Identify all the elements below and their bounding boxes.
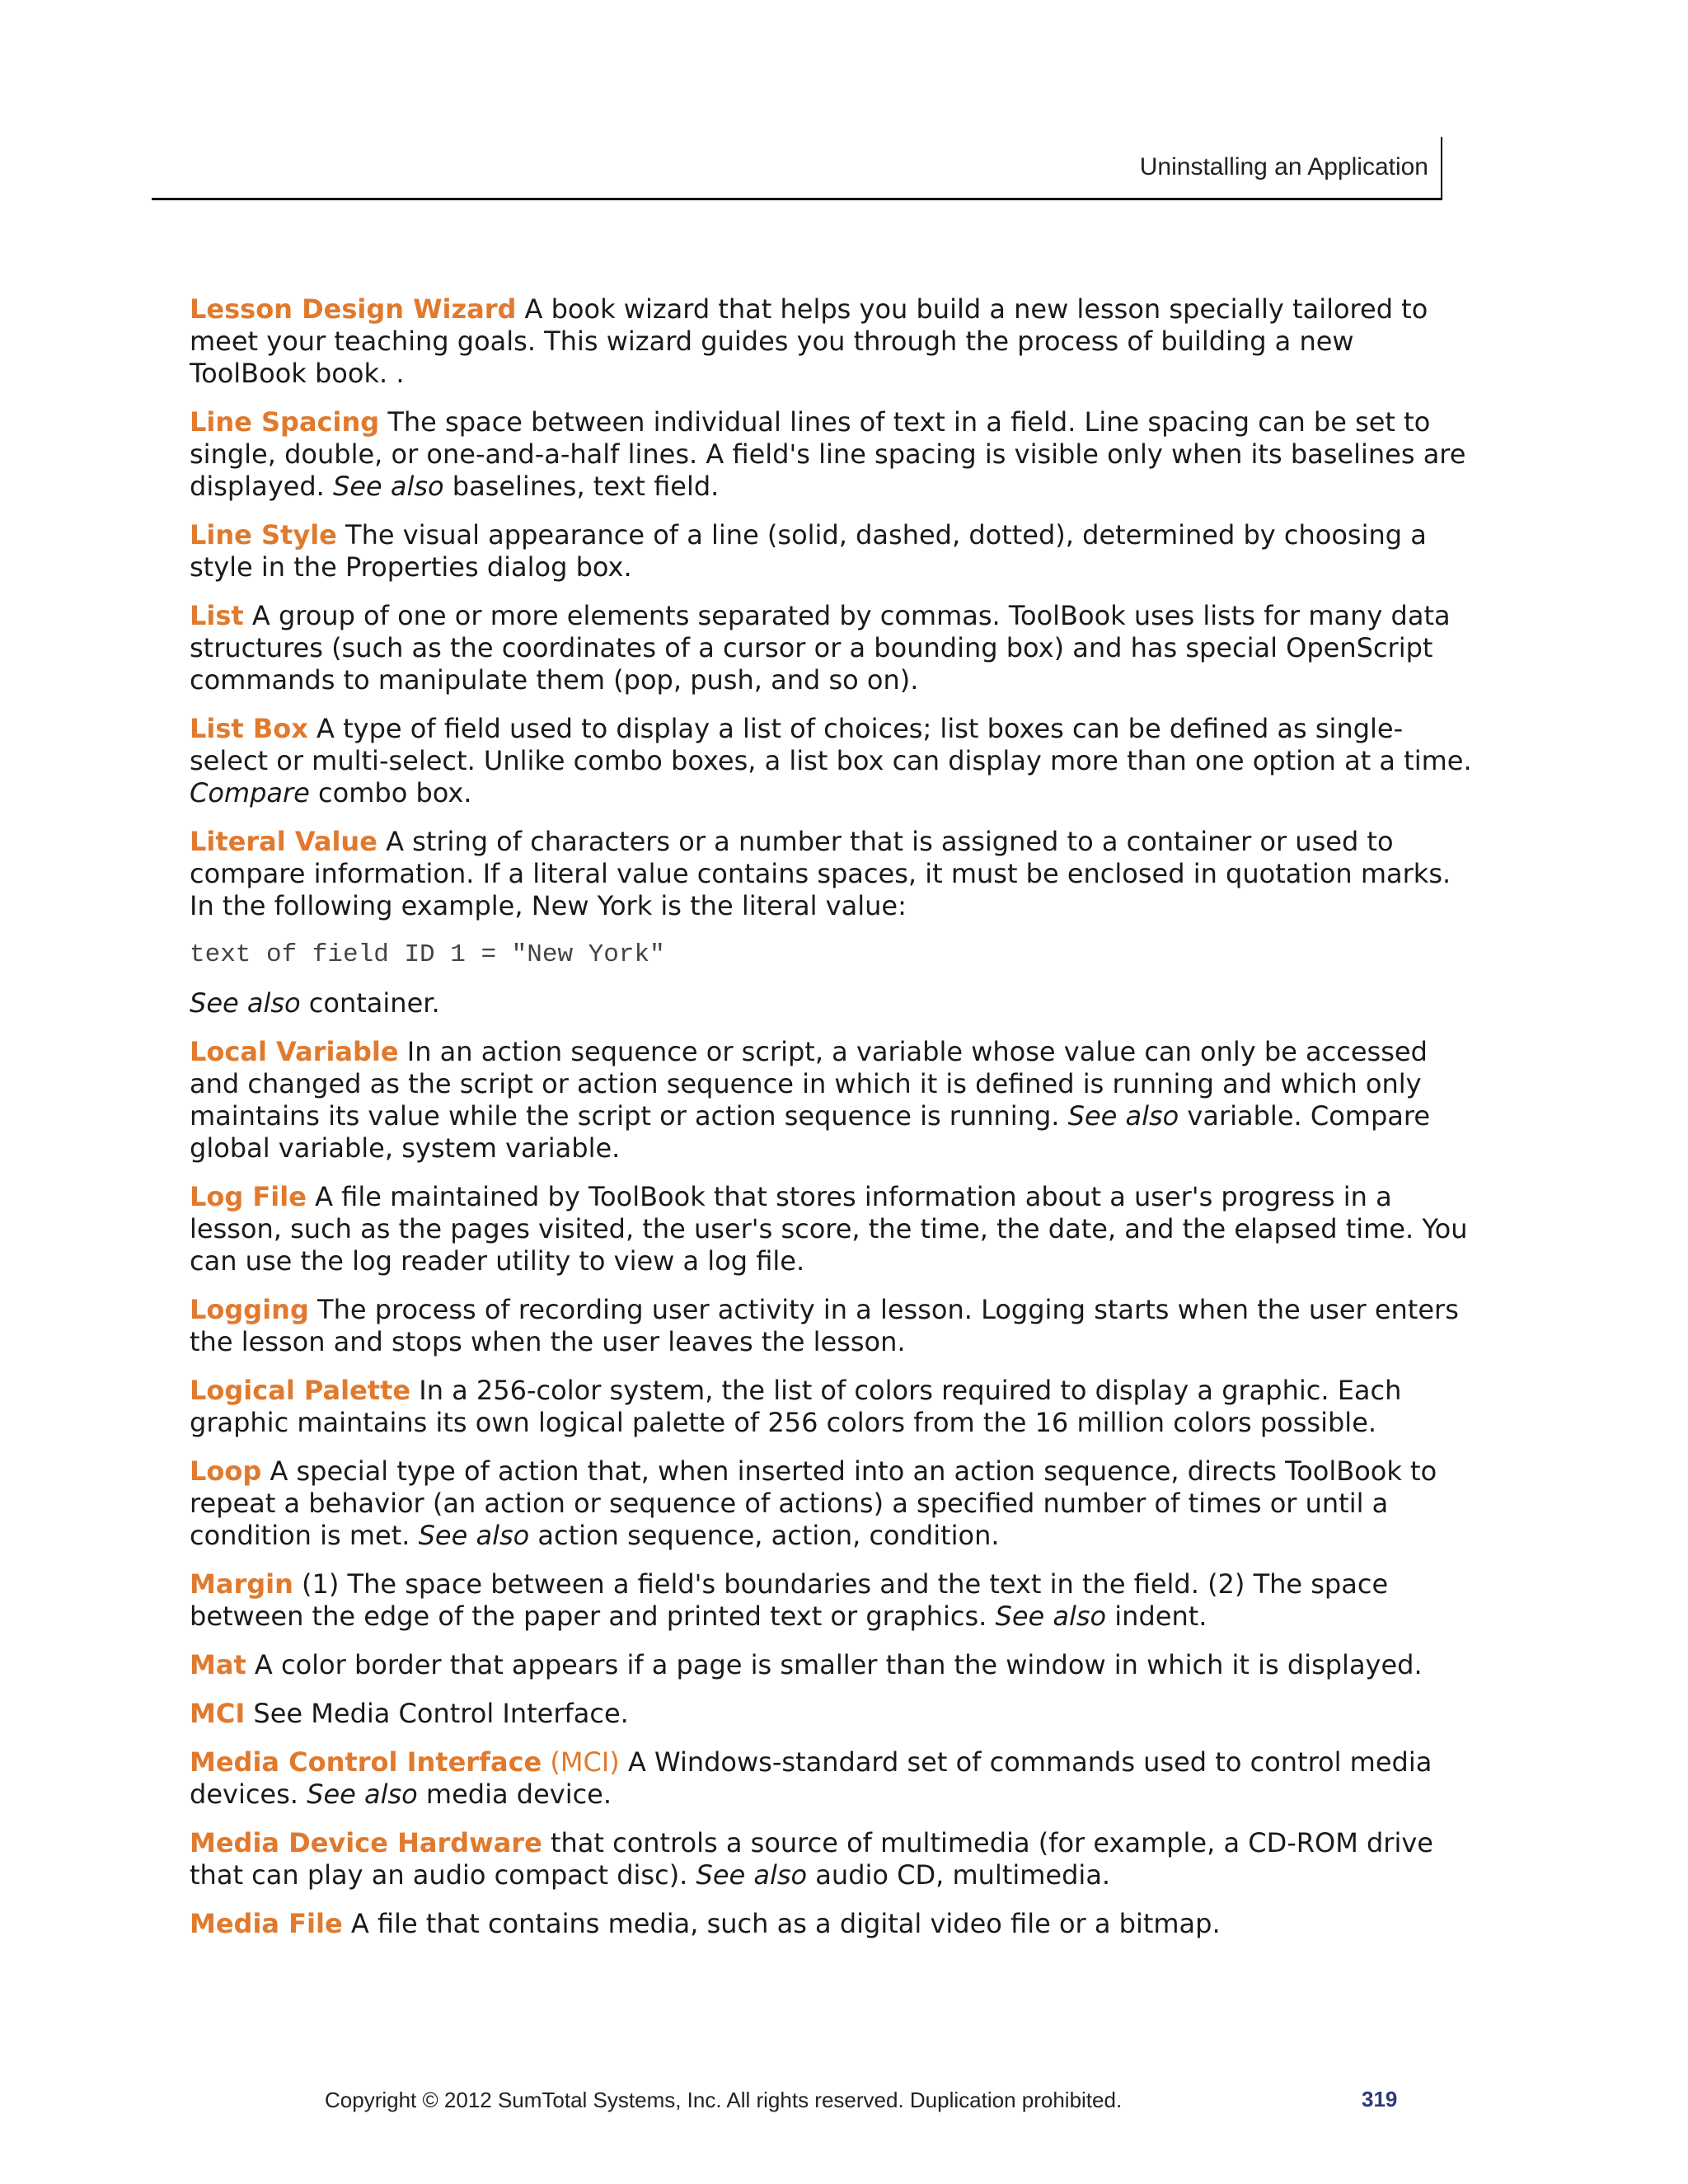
glossary-definition: A color border that appears if a page is smaller than the window in which it is displayed.	[246, 1649, 1423, 1680]
glossary-term: Logging	[190, 1294, 309, 1325]
glossary-definition: A group of one or more elements separated by commas. ToolBook uses lists for many data structures (such as the coordinates of a cursor or a bounding box) and has special OpenScript commands to manipulate them (pop, push, and so on).	[190, 600, 1451, 696]
glossary-term: List Box	[190, 713, 308, 744]
glossary-term: Local Variable	[190, 1036, 399, 1067]
glossary-term: Log File	[190, 1181, 307, 1212]
glossary-term: Lesson Design Wizard	[190, 293, 517, 325]
see-also-label: See also	[307, 1779, 418, 1810]
glossary-term: List	[190, 600, 244, 631]
glossary-term: Media Control Interface	[190, 1746, 542, 1778]
glossary-term: Line Spacing	[190, 406, 380, 438]
glossary-definition: (1) The space between a field's boundaries and the text in the field. (2) The space between the edge of the paper and printed text or graphics.	[190, 1568, 1389, 1632]
compare-text: combo box.	[309, 777, 472, 808]
glossary-term: MCI	[190, 1698, 246, 1729]
glossary-entry	[190, 713, 1475, 809]
compare-label: Compare	[190, 777, 310, 808]
glossary-entry	[190, 1568, 1475, 1633]
glossary-definition: A file maintained by ToolBook that stores information about a user's progress in a lesson, such as the pages visited, the user's score, the time, the date, and the elapsed time. You can use the log reader utility to view a log file.	[190, 1181, 1468, 1277]
see-also-text: baselines, text field.	[443, 471, 720, 502]
glossary-definition: In a 256-color system, the list of colors required to display a graphic. Each graphic maintains its own logical palette of 256 colors from the 16 million colors possible.	[190, 1375, 1402, 1438]
header-vertical-rule	[1441, 137, 1442, 199]
code-example: text of field ID 1 = "New York"	[190, 940, 665, 969]
glossary-term: Logical Palette	[190, 1375, 411, 1406]
glossary-body	[190, 293, 1475, 1957]
glossary-definition: A file that contains media, such as a digital video file or a bitmap.	[342, 1908, 1221, 1939]
glossary-definition: A string of characters or a number that is assigned to a container or used to compare information. If a literal value contains spaces, it must be enclosed in quotation marks. In the following example, New York is the literal value:	[190, 826, 1451, 921]
glossary-entry	[190, 826, 1475, 922]
see-also-label: See also	[995, 1601, 1107, 1632]
glossary-abbreviation: (MCI)	[542, 1746, 620, 1778]
glossary-definition: that controls a source of multimedia (for example, a CD-ROM drive that can play an audio compact disc).	[190, 1827, 1433, 1891]
glossary-entry	[190, 293, 1475, 390]
glossary-entry	[190, 1181, 1475, 1277]
footer-copyright: Copyright © 2012 SumTotal Systems, Inc. All rights reserved. Duplication prohibited.	[325, 2088, 1123, 2112]
glossary-entry	[190, 1746, 1475, 1811]
see-also-label: See also	[1067, 1100, 1179, 1132]
glossary-term: Mat	[190, 1649, 246, 1680]
see-also-text: variable. Compare global variable, system variable.	[190, 1100, 1430, 1164]
glossary-entry	[190, 1036, 1475, 1165]
glossary-term: Line Style	[190, 519, 337, 551]
glossary-entry	[190, 1649, 1475, 1681]
see-also-label: See also	[190, 987, 301, 1019]
glossary-term: Loop	[190, 1455, 262, 1487]
glossary-definition: A special type of action that, when inserted into an action sequence, directs ToolBook to repeat a behavior (an action or sequence of actions) a specified number of times or until a condition is met.	[190, 1455, 1437, 1551]
glossary-definition: The visual appearance of a line (solid, dashed, dotted), determined by choosing a style in the Properties dialog box.	[190, 519, 1427, 583]
glossary-definition: A type of field used to display a list of choices; list boxes can be defined as single-select or multi-select. Unlike combo boxes, a list box can display more than one option at a time.	[190, 713, 1472, 776]
glossary-term: Media File	[190, 1908, 343, 1939]
see-also-label: See also	[696, 1859, 808, 1891]
glossary-term: Media Device Hardware	[190, 1827, 542, 1858]
glossary-entry	[190, 1455, 1475, 1552]
glossary-entry	[190, 406, 1475, 503]
glossary-definition: A Windows-standard set of commands used to control media devices.	[190, 1746, 1432, 1810]
header-rule	[152, 198, 1442, 200]
glossary-entry	[190, 519, 1475, 583]
see-also-label: See also	[418, 1520, 530, 1551]
see-also-text: container.	[300, 987, 440, 1019]
glossary-term: Margin	[190, 1568, 293, 1600]
glossary-entry	[190, 1294, 1475, 1358]
glossary-definition: A book wizard that helps you build a new lesson specially tailored to meet your teaching goals. This wizard guides you through the process of building a new ToolBook book. .	[190, 293, 1428, 389]
glossary-definition: In an action sequence or script, a variable whose value can only be accessed and changed as the script or action sequence in which it is defined is running and which only maintains its value while the script or action sequence is running.	[190, 1036, 1428, 1132]
page-number: 319	[1362, 2087, 1398, 2111]
running-header: Uninstalling an Application	[1139, 153, 1428, 180]
see-also-text: action sequence, action, condition.	[529, 1520, 1000, 1551]
glossary-term: Literal Value	[190, 826, 377, 857]
see-also-text: media device.	[417, 1779, 612, 1810]
see-also-line	[190, 987, 1475, 1019]
glossary-entry	[190, 1698, 1475, 1730]
glossary-definition: See Media Control Interface.	[245, 1698, 629, 1729]
see-also-text: audio CD, multimedia.	[807, 1859, 1111, 1891]
glossary-definition: The process of recording user activity in a lesson. Logging starts when the user enters the lesson and stops when the user leaves the lesson.	[190, 1294, 1459, 1357]
see-also-label: See also	[332, 471, 444, 502]
see-also-text: indent.	[1106, 1601, 1207, 1632]
glossary-entry	[190, 1375, 1475, 1439]
glossary-definition: The space between individual lines of text in a field. Line spacing can be set to single, double, or one-and-a-half lines. A field's line spacing is visible only when its baselines are displayed.	[190, 406, 1466, 502]
glossary-entry	[190, 1908, 1475, 1940]
glossary-entry	[190, 600, 1475, 696]
glossary-entry	[190, 1827, 1475, 1891]
